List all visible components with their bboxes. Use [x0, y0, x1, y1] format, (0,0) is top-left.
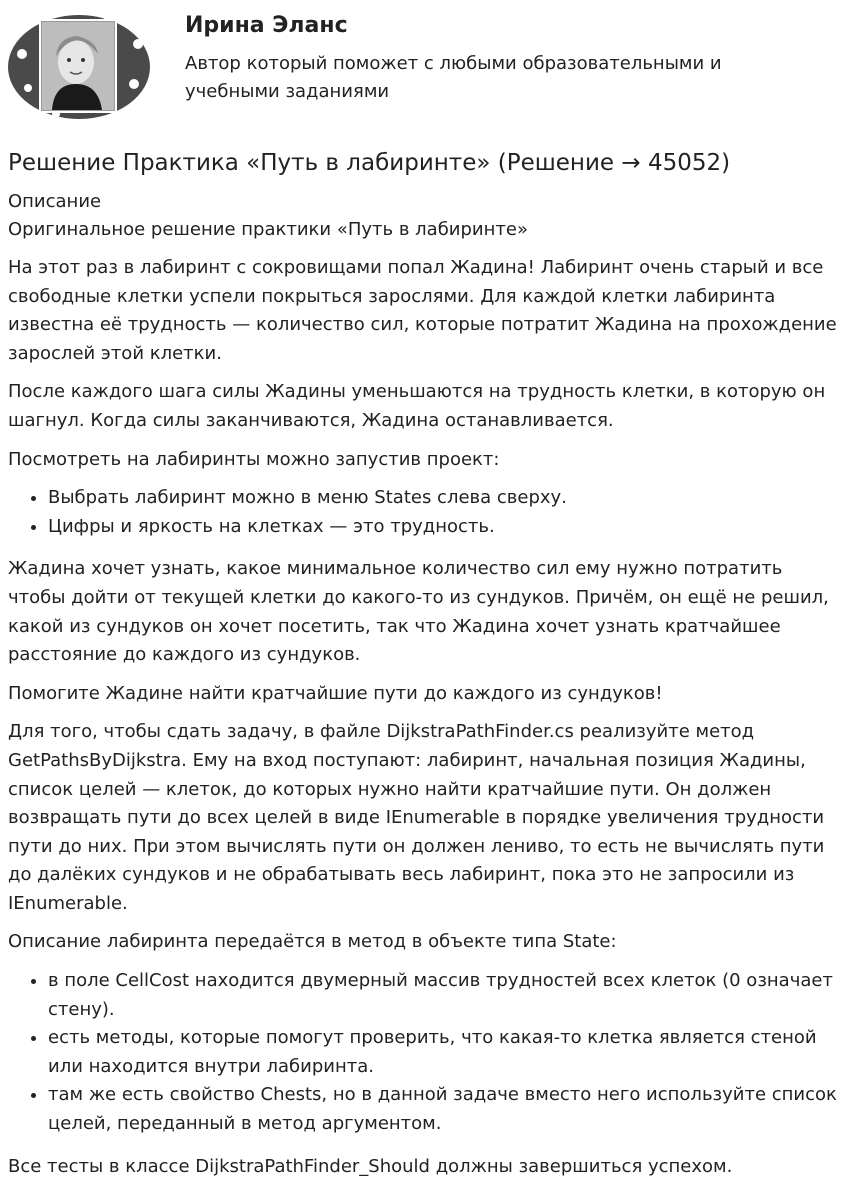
paragraph-goal: Жадина хочет узнать, какое минимальное количество сил ему нужно потратить чтобы дойти от текущей клетки до какого-то из сундуков. Причём, он ещё не решил, какой из сундуков он хочет посетить, так что Жадина хочет узнать кратчайшее расстояние до каждого из сундуков.	[8, 558, 829, 666]
paragraph-maze-description: Описание лабиринта передаётся в метод в объекте типа State:	[8, 931, 617, 953]
paragraph-help: Помогите Жадине найти кратчайшие пути до каждого из сундуков!	[8, 682, 663, 704]
list-item: • там же есть свойство Chests, но в данной задаче вместо него используйте список целей, переданный в метод аргументом.	[48, 1081, 838, 1138]
author-name: Ирина Эланс	[185, 13, 348, 38]
view-mazes-list	[8, 484, 838, 541]
solution-subtitle: Оригинальное решение практики «Путь в лабиринте»	[8, 219, 528, 240]
paragraph-intro: На этот раз в лабиринт с сокровищами попал Жадина! Лабиринт очень старый и все свободные клетки успели покрыться зарослями. Для каждой клетки лабиринта известна её трудность — количество сил, которые потратит Жадина на прохождение зарослей этой клетки.	[8, 257, 837, 364]
list-item: • есть методы, которые помогут проверить, что какая-то клетка является стеной или находится внутри лабиринта.	[48, 1024, 838, 1081]
paragraph-steps: После каждого шага силы Жадины уменьшаются на трудность клетки, в которую он шагнул. Когда силы заканчиваются, Жадина останавливается.	[8, 381, 826, 431]
section-label: Описание	[8, 191, 102, 212]
page-title: Решение Практика «Путь в лабиринте» (Решение → 45052)	[8, 150, 731, 176]
list-item: • в поле CellCost находится двумерный массив трудностей всех клеток (0 означает стену).	[48, 967, 838, 1024]
article	[8, 146, 838, 1191]
list-item: • Цифры и яркость на клетках — это трудность.	[48, 513, 838, 542]
list-item: • Выбрать лабиринт можно в меню States слева сверху.	[48, 484, 838, 513]
author-header	[0, 0, 847, 140]
state-description-list	[8, 967, 838, 1139]
author-description: Автор который поможет с любыми образовательными и учебными заданиями	[185, 53, 722, 102]
author-avatar	[6, 6, 152, 128]
paragraph-task: Для того, чтобы сдать задачу, в файле DijkstraPathFinder.cs реализуйте метод GetPathsByDijkstra. Ему на вход поступают: лабиринт, начальная позиция Жадины, список целей — клеток, до которых нужно найти кратчайшие пути. Он должен возвращать пути до всех целей в виде IEnumerable в порядке увеличения трудности пути до них. При этом вычислять пути он должен лениво, то есть не вычислять пути до далёких сундуков и не обрабатывать весь лабиринт, пока это не запросили из IEnumerable.	[8, 721, 825, 914]
paragraph-view-mazes: Посмотреть на лабиринты можно запустив проект:	[8, 448, 500, 470]
paragraph-tests: Все тесты в классе DijkstraPathFinder_Should должны завершиться успехом.	[8, 1155, 733, 1177]
